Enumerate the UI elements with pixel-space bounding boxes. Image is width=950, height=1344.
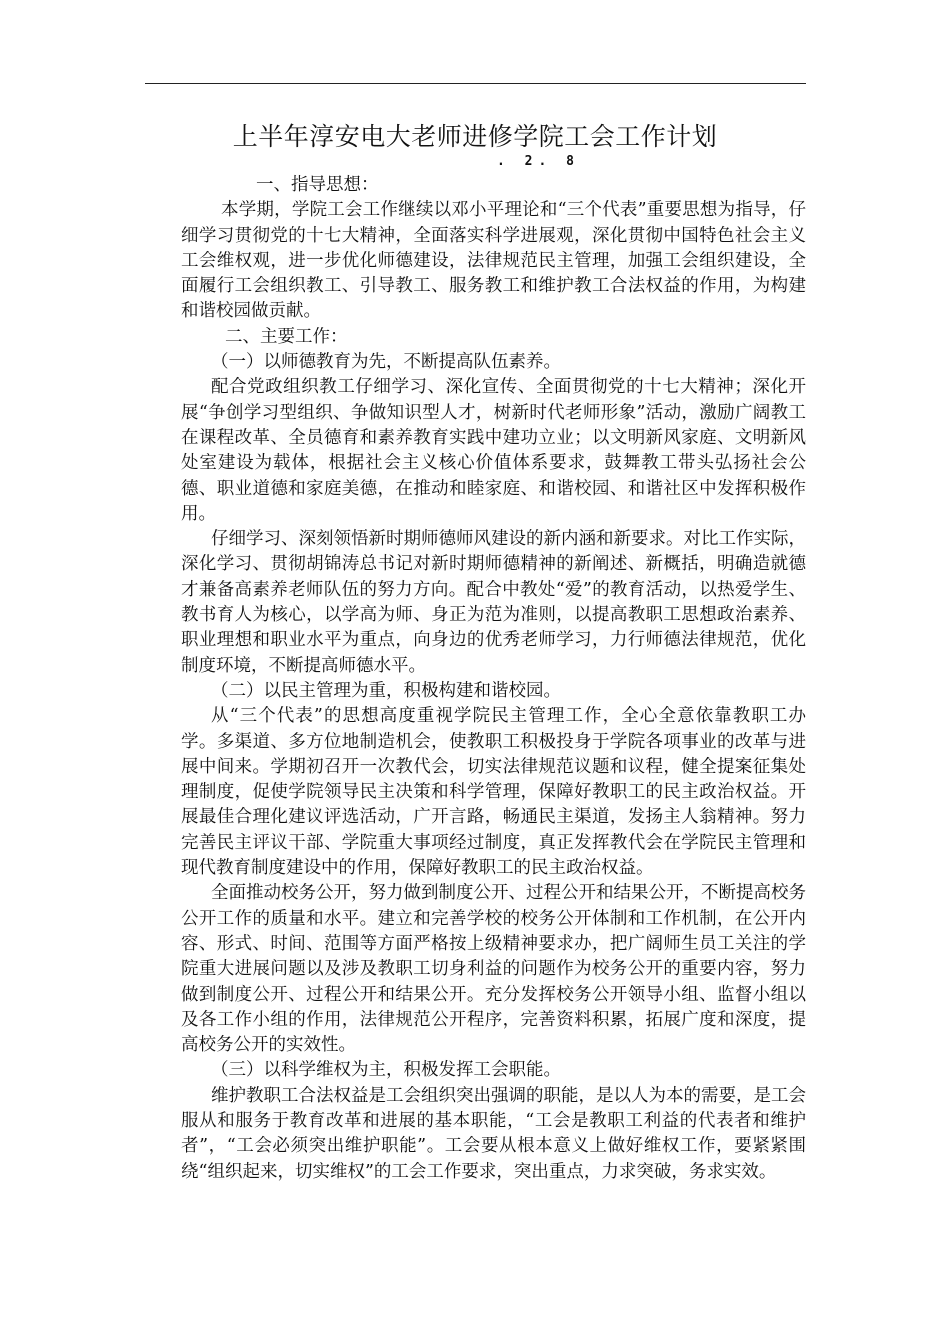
subsection-heading: （一）以师德教育为先，不断提高队伍素养。: [211, 352, 561, 373]
paragraph: 从“三个代表”的思想高度重视学院民主管理工作，全心全意依靠教职工办学。多渠道、多方位地制造机会，使教职工积极投身于学院各项事业的改革与进展中间来。学期初召开一次教代会，切实法律规范议题和议程，健全提案征集处理制度，促使学院领导民主决策和科学管理，保障好教职工的民主政治权益。开展最佳合理化建议评选活动，广开言路，畅通民主渠道，发扬主人翁精神。努力完善民主评议干部、学院重大事项经过制度，真正发挥教代会在学院民主管理和现代教育制度建设中的作用，保障好教职工的民主政治权益。: [181, 706, 806, 879]
document-body: [181, 173, 806, 1185]
subsection-heading: （三）以科学维权为主，积极发挥工会职能。: [211, 1060, 561, 1081]
subsection-heading: （二）以民主管理为重，积极构建和谐校园。: [211, 680, 561, 701]
header-rule: [145, 83, 806, 84]
document-date: . 2. 8: [497, 154, 580, 169]
paragraph: 全面推动校务公开，努力做到制度公开、过程公开和结果公开，不断提高校务公开工作的质量和水平。建立和完善学校的校务公开体制和工作机制，在公开内容、形式、时间、范围等方面严格按上级精神要求办，把广阔师生员工关注的学院重大进展问题以及涉及教职工切身利益的问题作为校务公开的重要内容，努力做到制度公开、过程公开和结果公开。充分发挥校务公开领导小组、监督小组以及各工作小组的作用，法律规范公开程序，完善资料积累，拓展广度和深度，提高校务公开的实效性。: [181, 883, 806, 1056]
section-heading-guiding-thought: 一、指导思想：: [256, 175, 379, 195]
paragraph: 维护教职工合法权益是工会组织突出强调的职能，是以人为本的需要，是工会服从和服务于教育改革和进展的基本职能，“工会是教职工利益的代表者和维护者”，“工会必须突出维护职能”。工会要从根本意义上做好维权工作，要紧紧围绕“组织起来，切实维权”的工会工作要求，突出重点，力求突破，务求实效。: [181, 1085, 806, 1182]
paragraph: 配合党政组织教工仔细学习、深化宣传、全面贯彻党的十七大精神；深化开展“争创学习型组织、争做知识型人才，树新时代老师形象”活动，激励广阔教工在课程改革、全员德育和素养教育实践中建功立业；以文明新风家庭、文明新风处室建设为载体，根据社会主义核心价值体系要求，鼓舞教工带头弘扬社会公德、职业道德和家庭美德，在推动和睦家庭、和谐校园、和谐社区中发挥积极作用。: [181, 377, 806, 524]
paragraph: 仔细学习、深刻领悟新时期师德师风建设的新内涵和新要求。对比工作实际，深化学习、贯彻胡锦涛总书记对新时期师德精神的新阐述、新概括，明确造就德才兼备高素养老师队伍的努力方向。配合中教处“爱”的教育活动，以热爱学生、教书育人为核心，以学高为师、身正为范为准则，以提高教职工思想政治素养、职业理想和职业水平为重点，向身边的优秀老师学习，力行师德法律规范，优化制度环境，不断提高师德水平。: [181, 529, 806, 676]
paragraph: 本学期，学院工会工作继续以邓小平理论和“三个代表”重要思想为指导，仔细学习贯彻党的十七大精神，全面落实科学进展观，深化贯彻中国特色社会主义工会维权观，进一步优化师德建设，法律规范民主管理，加强工会组织建设，全面履行工会组织教工、引导教工、服务教工和维护教工合法权益的作用，为构建和谐校园做贡献。: [181, 200, 806, 322]
document-title: 上半年淳安电大老师进修学院工会工作计划: [232, 122, 718, 151]
section-heading-main-work: 二、主要工作：: [225, 326, 348, 347]
